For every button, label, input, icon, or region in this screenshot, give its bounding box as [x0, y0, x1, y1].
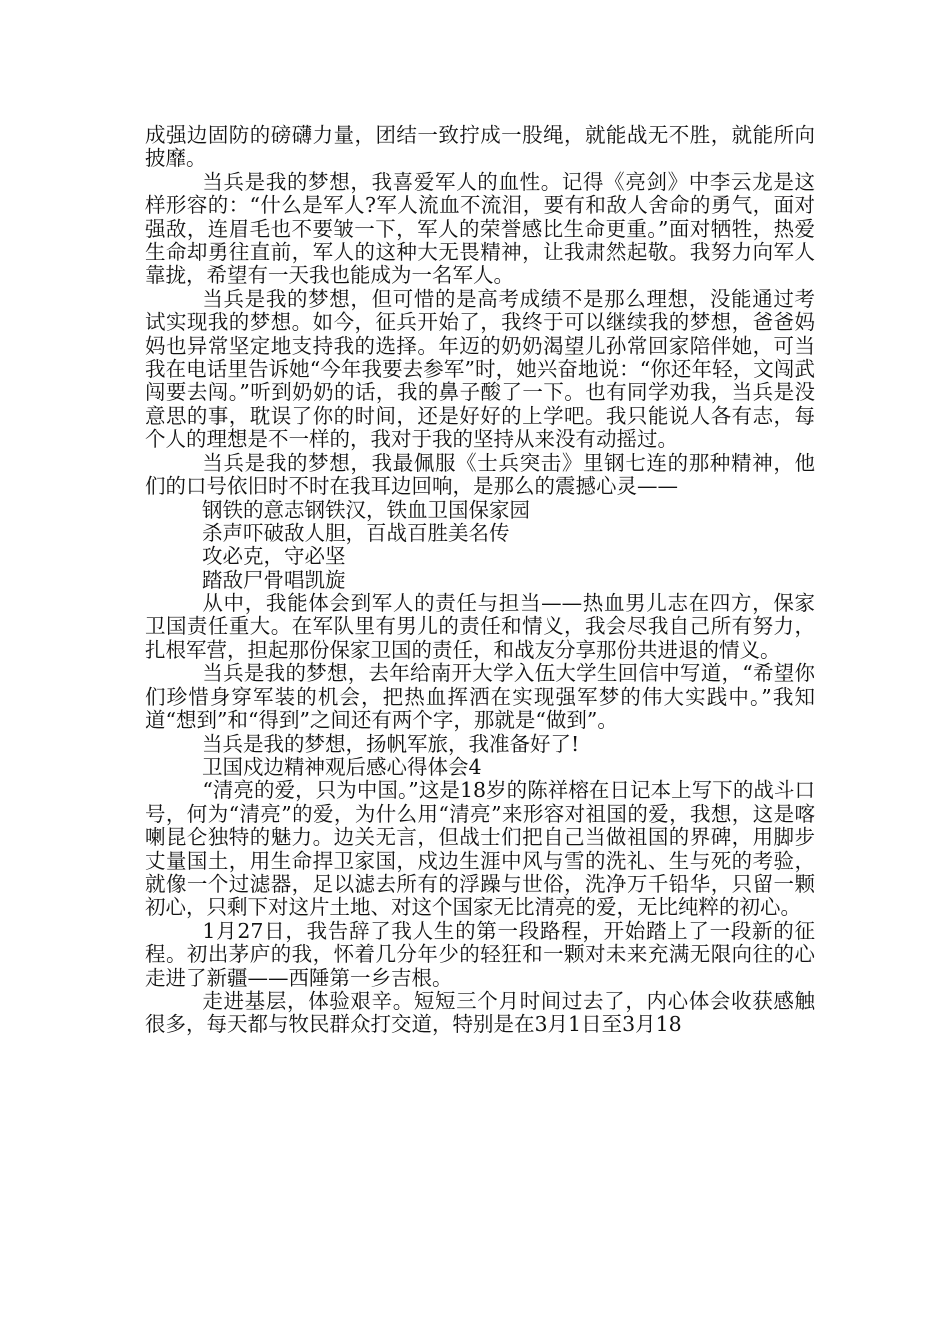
slogan-line-4: 踏敌尸骨唱凯旋	[202, 567, 346, 592]
paragraph-1: 成强边固防的磅礴力量，团结一致拧成一股绳，就能战无不胜，就能所向披靡。	[145, 123, 815, 171]
paragraph-5: 从中，我能体会到军人的责任与担当——热血男儿志在四方，保家卫国责任重大。在军队里有男儿的责任和情义，我会尽我自己所有努力，扎根军营，担起那份保家卫国的责任，和战友分享那份共进退的情义。	[145, 591, 815, 662]
paragraph-7: 当兵是我的梦想，扬帆军旅，我准备好了!	[202, 731, 580, 756]
paragraph-6: 当兵是我的梦想，去年给南开大学入伍大学生回信中写道，“希望你们珍惜身穿军装的机会，把热血挥洒在实现强军梦的伟大实践中。”我知道“想到”和“得到”之间还有两个字，那就是“做到”。	[145, 661, 815, 733]
paragraph-10: 走进基层，体验艰辛。短短三个月时间过去了，内心体会收获感触很多，每天都与牧民群众打交道，特别是在3月1日至3月18	[145, 988, 815, 1037]
paragraph-2: 当兵是我的梦想，我喜爱军人的血性。记得《亮剑》中李云龙是这样形容的：“什么是军人?军人流血不流泪，要有和敌人舍命的勇气，面对强敌，连眉毛也不要皱一下，军人的荣誉感比生命更重。”面对牺牲，热爱生命却勇往直前，军人的这种大无畏精神，让我肃然起敬。我努力向军人靠拢，希望有一天我也能成为一名军人。	[145, 169, 815, 288]
paragraph-3: 当兵是我的梦想，但可惜的是高考成绩不是那么理想，没能通过考试实现我的梦想。如今，征兵开始了，我终于可以继续我的梦想，爸爸妈妈也异常坚定地支持我的选择。年迈的奶奶渴望儿孙常回家陪伴她，可当我在电话里告诉她“今年我要去参军”时，她兴奋地说：“你还年轻，文闯武闯要去闯。”听到奶奶的话，我的鼻子酸了一下。也有同学劝我，当兵是没意思的事，耽误了你的时间，还是好好的上学吧。我只能说人各有志，每个人的理想是不一样的，我对于我的坚持从来没有动摇过。	[145, 286, 815, 452]
paragraph-9: 1月27日，我告辞了我人生的第一段路程，开始踏上了一段新的征程。初出茅庐的我，怀着几分年少的轻狂和一颗对未来充满无限向往的心走进了新疆——西陲第一乡吉根。	[145, 918, 815, 990]
slogan-line-2: 杀声吓破敌人胆，百战百胜美名传	[202, 520, 510, 545]
section-heading: 卫国戍边精神观后感心得体会4	[202, 754, 482, 779]
document-body	[145, 124, 815, 1037]
slogan-line-3: 攻必克，守必坚	[202, 544, 346, 569]
slogan-line-1: 钢铁的意志钢铁汉，铁血卫国保家园	[202, 497, 530, 522]
paragraph-4: 当兵是我的梦想，我最佩服《士兵突击》里钢七连的那种精神，他们的口号依旧时不时在我耳边回响，是那么的震撼心灵——	[145, 450, 815, 499]
paragraph-8: “清亮的爱，只为中国。”这是18岁的陈祥榕在日记本上写下的战斗口号，何为“清亮”的爱，为什么用“清亮”来形容对祖国的爱，我想，这是喀喇昆仑独特的魅力。边关无言，但战士们把自己当做祖国的界碑，用脚步丈量国土，用生命捍卫家国，戍边生涯中风与雪的洗礼、生与死的考验，就像一个过滤器，足以滤去所有的浮躁与世俗，洗净万千铅华，只留一颗初心，只剩下对这片土地、对这个国家无比清亮的爱，无比纯粹的初心。	[145, 778, 815, 920]
